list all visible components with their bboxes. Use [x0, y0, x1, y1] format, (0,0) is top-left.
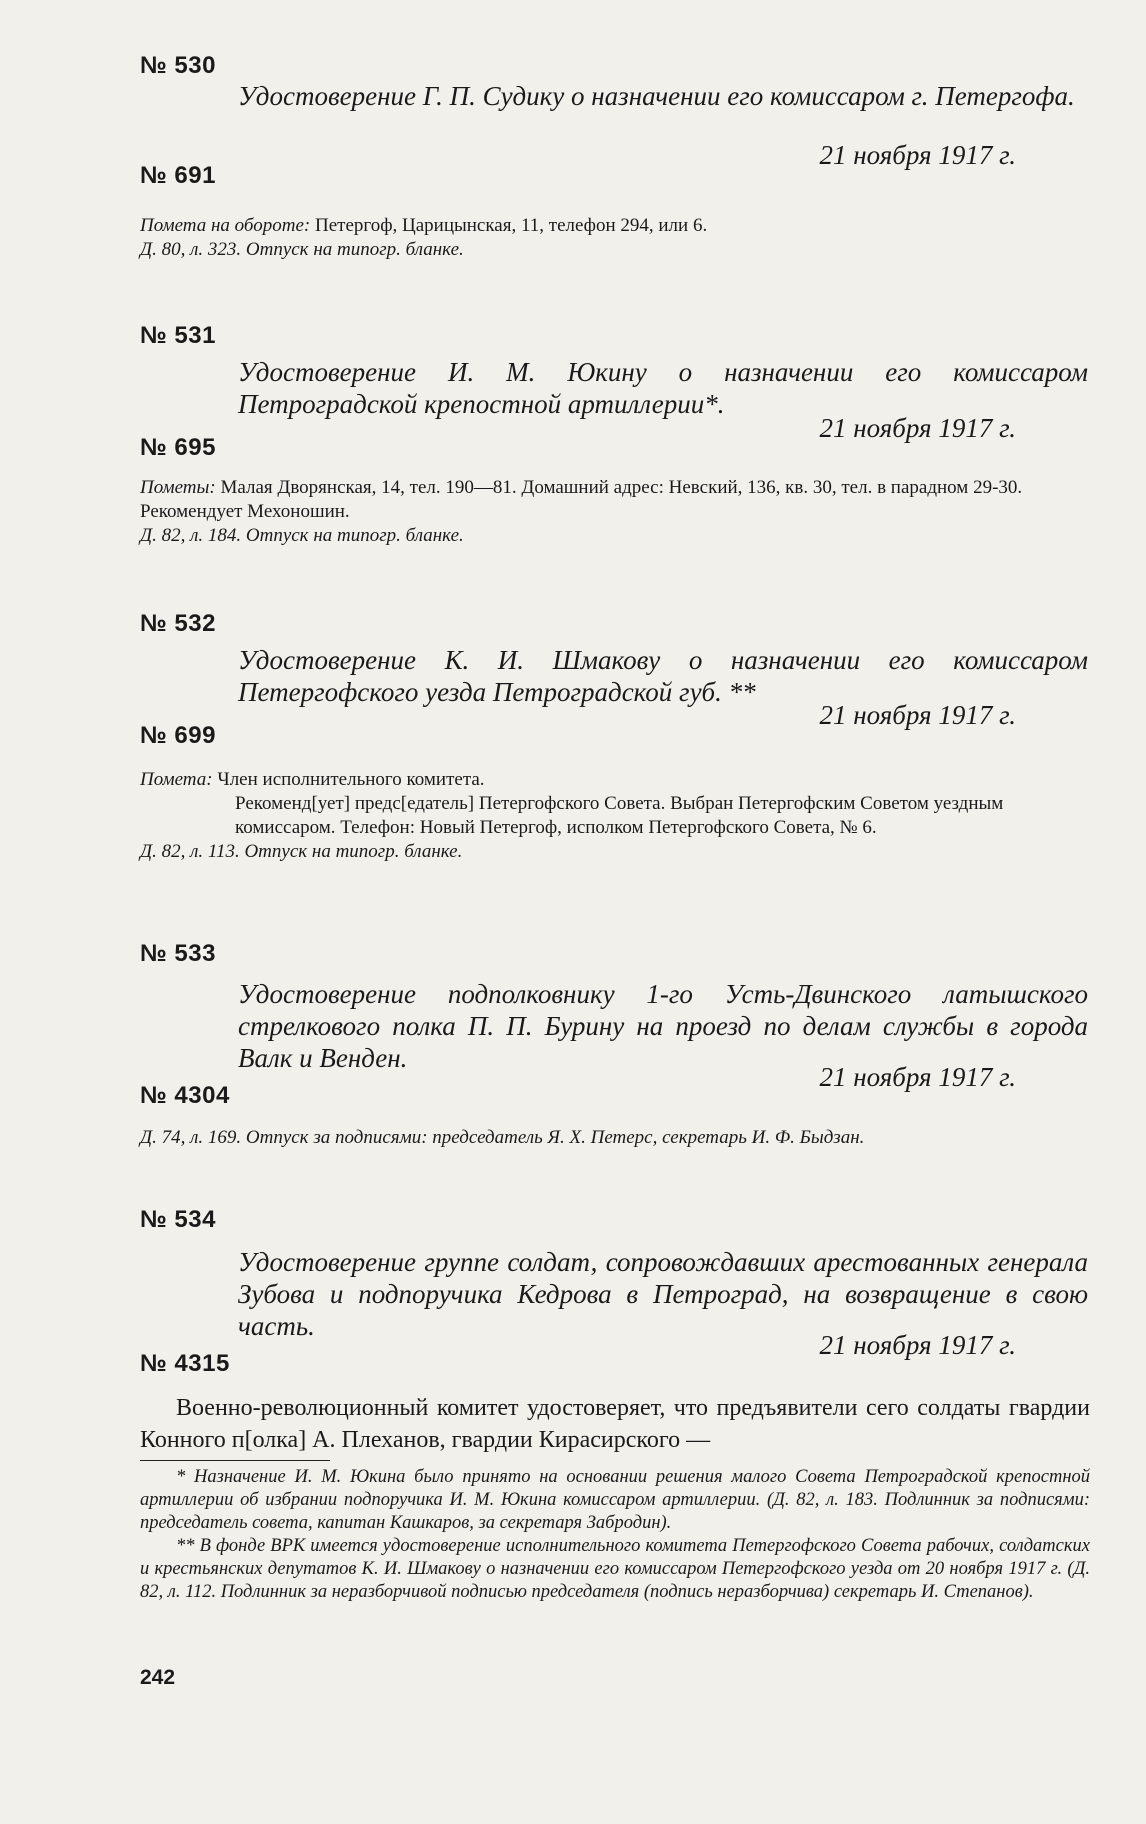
- doc-date: 21 ноября 1917 г.: [819, 700, 1016, 730]
- doc-note: [140, 476, 1090, 548]
- archive-number: № 699: [140, 722, 216, 749]
- doc-date: 21 ноября 1917 г.: [819, 1330, 1016, 1360]
- archive-number: № 695: [140, 434, 216, 461]
- archive-number: № 4315: [140, 1350, 230, 1377]
- source-ref: Д. 82, л. 184. Отпуск на типогр. бланке.: [140, 525, 464, 546]
- doc-number: № 532: [140, 610, 216, 637]
- doc-date: 21 ноября 1917 г.: [819, 140, 1016, 170]
- footnote: ** В фонде ВРК имеется удостоверение исполнительного комитета Петергофского Совета рабочих, солдатских и крестьянских депутатов К. И. Шмакову о назначении его комиссаром Петергофского уезда от 20 ноября 1917 г. (Д. 82, л. 112. Подлинник за неразборчивой подписью председателя (подпись неразборчива) секретарь И. Степанов).: [140, 1536, 1090, 1602]
- doc-number: № 533: [140, 940, 216, 967]
- doc-note: [140, 214, 1090, 262]
- source-ref: Д. 74, л. 169. Отпуск за подписями: председатель Я. Х. Петерс, секретарь И. Ф. Быдзан.: [140, 1127, 865, 1148]
- note-text: Малая Дворянская, 14, тел. 190—81. Домашний адрес: Невский, 136, кв. 30, тел. в парадном 29-30. Рекомендует Мехоношин.: [140, 477, 1023, 522]
- doc-title: Удостоверение И. М. Юкину о назначении его комиссаром Петроградской крепостной артиллерии*.: [238, 357, 1088, 419]
- note-text: Петергоф, Царицынская, 11, телефон 294, или 6.: [310, 215, 708, 236]
- doc-date: 21 ноября 1917 г.: [819, 413, 1016, 443]
- doc-title: Удостоверение К. И. Шмакову о назначении его комиссаром Петергофского уезда Петроградской губ. **: [238, 645, 1088, 707]
- archive-number: № 4304: [140, 1082, 230, 1109]
- doc-date: 21 ноября 1917 г.: [819, 1062, 1016, 1092]
- doc-title: Удостоверение подполковнику 1-го Усть-Двинского латышского стрелкового полка П. П. Бурину на проезд по делам службы в города Валк и Венден.: [238, 979, 1088, 1073]
- footnote-divider: [140, 1460, 330, 1461]
- doc-number: № 531: [140, 322, 216, 349]
- doc-number: № 534: [140, 1206, 216, 1233]
- note-text-continued: Рекоменд[ует] предс[едатель] Петергофского Совета. Выбран Петергофским Советом уездным комиссаром. Телефон: Новый Петергоф, исполком Петергофского Совета, № 6.: [235, 793, 1004, 838]
- source-ref: Д. 80, л. 323. Отпуск на типогр. бланке.: [140, 239, 464, 260]
- footnote: * Назначение И. М. Юкина было принято на основании решения малого Совета Петроградской крепостной артиллерии об избрании подпоручика И. М. Юкина комиссаром артиллерии. (Д. 82, л. 183. Подлинник за подписями: председатель совета, капитан Кашкаров, за секретаря Забродин).: [140, 1467, 1090, 1533]
- doc-note: [140, 768, 1090, 864]
- doc-number: № 530: [140, 52, 216, 79]
- note-label: Помета:: [140, 769, 213, 790]
- note-label: Пометы:: [140, 477, 216, 498]
- doc-title: Удостоверение группе солдат, сопровождавших арестованных генерала Зубова и подпоручика Кедрова в Петроград, на возвращение в свою часть.: [238, 1247, 1088, 1341]
- archive-number: № 691: [140, 162, 216, 189]
- source-ref: Д. 82, л. 113. Отпуск на типогр. бланке.: [140, 841, 463, 862]
- doc-note: [140, 1126, 1090, 1150]
- page-number: 242: [140, 1666, 176, 1689]
- footnotes: [140, 1466, 1090, 1604]
- doc-body: [140, 1392, 1090, 1456]
- note-label: Помета на обороте:: [140, 215, 311, 236]
- doc-title: Удостоверение Г. П. Судику о назначении его комиссаром г. Петергофа.: [238, 81, 1075, 111]
- body-paragraph: Военно-революционный комитет удостоверяет, что предъявители сего солдаты гвардии Конного п[олка] А. Плеханов, гвардии Кирасирского —: [140, 1395, 1090, 1453]
- note-text: Член исполнительного комитета.: [212, 769, 485, 790]
